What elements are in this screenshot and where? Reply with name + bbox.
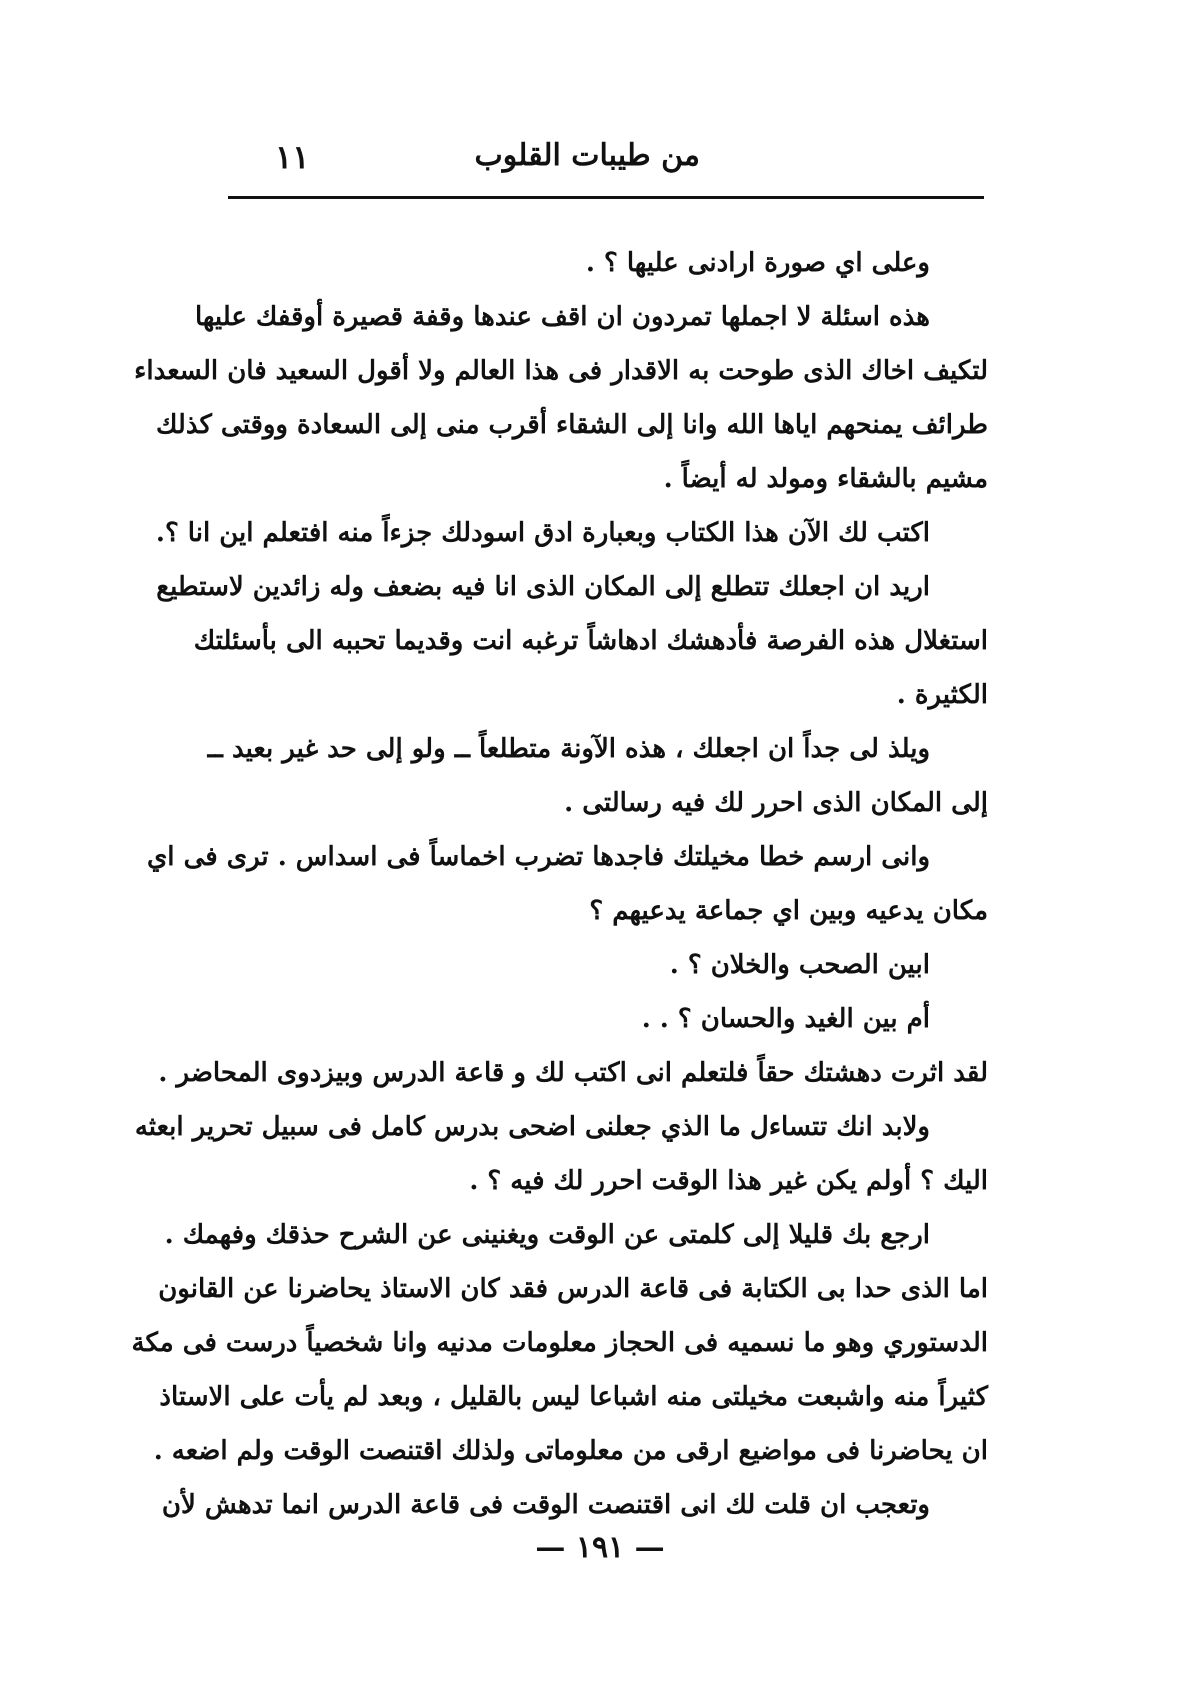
text-line-20: اما الذى حدا بى الكتابة فى قاعة الدرس فقد كان الاستاذ يحاضرنا عن القانون bbox=[158, 1274, 988, 1304]
header-rule bbox=[228, 196, 984, 199]
text-line-18: اليك ؟ أولم يكن غير هذا الوقت احرر لك فيه ؟ . bbox=[469, 1166, 988, 1196]
text-line-6: اكتب لك الآن هذا الكتاب وبعبارة ادق اسودلك جزءاً منه افتعلم اين انا ؟. bbox=[155, 518, 930, 548]
text-line-2: هذه اسئلة لا اجملها تمردون ان اقف عندها وقفة قصيرة أوقفك عليها bbox=[195, 302, 930, 332]
text-line-13: مكان يدعيه وبين اي جماعة يدعيهم ؟ bbox=[589, 896, 988, 926]
text-line-10: ويلذ لى جداً ان اجعلك ، هذه الآونة متطلعاً ــ ولو إلى حد غير بعيد ــ bbox=[207, 734, 930, 764]
text-line-8: استغلال هذه الفرصة فأدهشك ادهاشاً ترغبه انت وقديما تحببه الى بأسئلتك bbox=[193, 626, 988, 656]
running-title: من طيبات القلوب bbox=[474, 138, 700, 173]
text-line-21: الدستوري وهو ما نسميه فى الحجاز معلومات مدنيه وانا شخصياً درست فى مكة bbox=[131, 1328, 988, 1358]
text-line-14: ابين الصحب والخلان ؟ . bbox=[669, 950, 930, 980]
page-header bbox=[230, 138, 980, 198]
text-line-15: أم بين الغيد والحسان ؟ . . bbox=[641, 1004, 930, 1034]
text-line-3: لتكيف اخاك الذى طوحت به الاقدار فى هذا العالم ولا أقول السعيد فان السعداء bbox=[134, 356, 988, 386]
body-text bbox=[131, 236, 988, 1532]
text-line-23: ان يحاضرنا فى مواضيع ارقى من معلوماتى ولذلك اقتنصت الوقت ولم اضعه . bbox=[153, 1436, 988, 1466]
text-line-11: إلى المكان الذى احرر لك فيه رسالتى . bbox=[564, 788, 988, 818]
text-line-12: وانى ارسم خطا مخيلتك فاجدها تضرب اخماساً فى اسداس . ترى فى اي bbox=[146, 842, 930, 872]
text-line-22: كثيراً منه واشبعت مخيلتى منه اشباعا ليس بالقليل ، وبعد لم يأت على الاستاذ bbox=[159, 1382, 988, 1412]
text-line-1: وعلى اي صورة ارادنى عليها ؟ . bbox=[585, 248, 930, 278]
text-line-4: طرائف يمنحهم اياها الله وانا إلى الشقاء أقرب منى إلى السعادة ووقتى كذلك bbox=[156, 410, 988, 440]
text-line-17: ولابد انك تتساءل ما الذي جعلنى اضحى بدرس كامل فى سبيل تحرير ابعثه bbox=[134, 1112, 930, 1142]
text-line-16: لقد اثرت دهشتك حقاً فلتعلم انى اكتب لك و قاعة الدرس وبيزدوى المحاضر . bbox=[158, 1058, 988, 1088]
text-line-9: الكثيرة . bbox=[896, 680, 988, 710]
text-line-5: مشيم بالشقاء ومولد له أيضاً . bbox=[663, 464, 988, 494]
text-line-19: ارجع بك قليلا إلى كلمتى عن الوقت ويغنينى عن الشرح حذقك وفهمك . bbox=[164, 1220, 930, 1250]
header-page-number: ١١ bbox=[275, 138, 310, 176]
text-line-7: اريد ان اجعلك تتطلع إلى المكان الذى انا فيه بضعف وله زائدين لاستطيع bbox=[156, 572, 930, 602]
text-line-24: وتعجب ان قلت لك انى اقتنصت الوقت فى قاعة الدرس انما تدهش لأن bbox=[161, 1490, 930, 1520]
footer-page-number: — ١٩١ — bbox=[535, 1530, 665, 1565]
